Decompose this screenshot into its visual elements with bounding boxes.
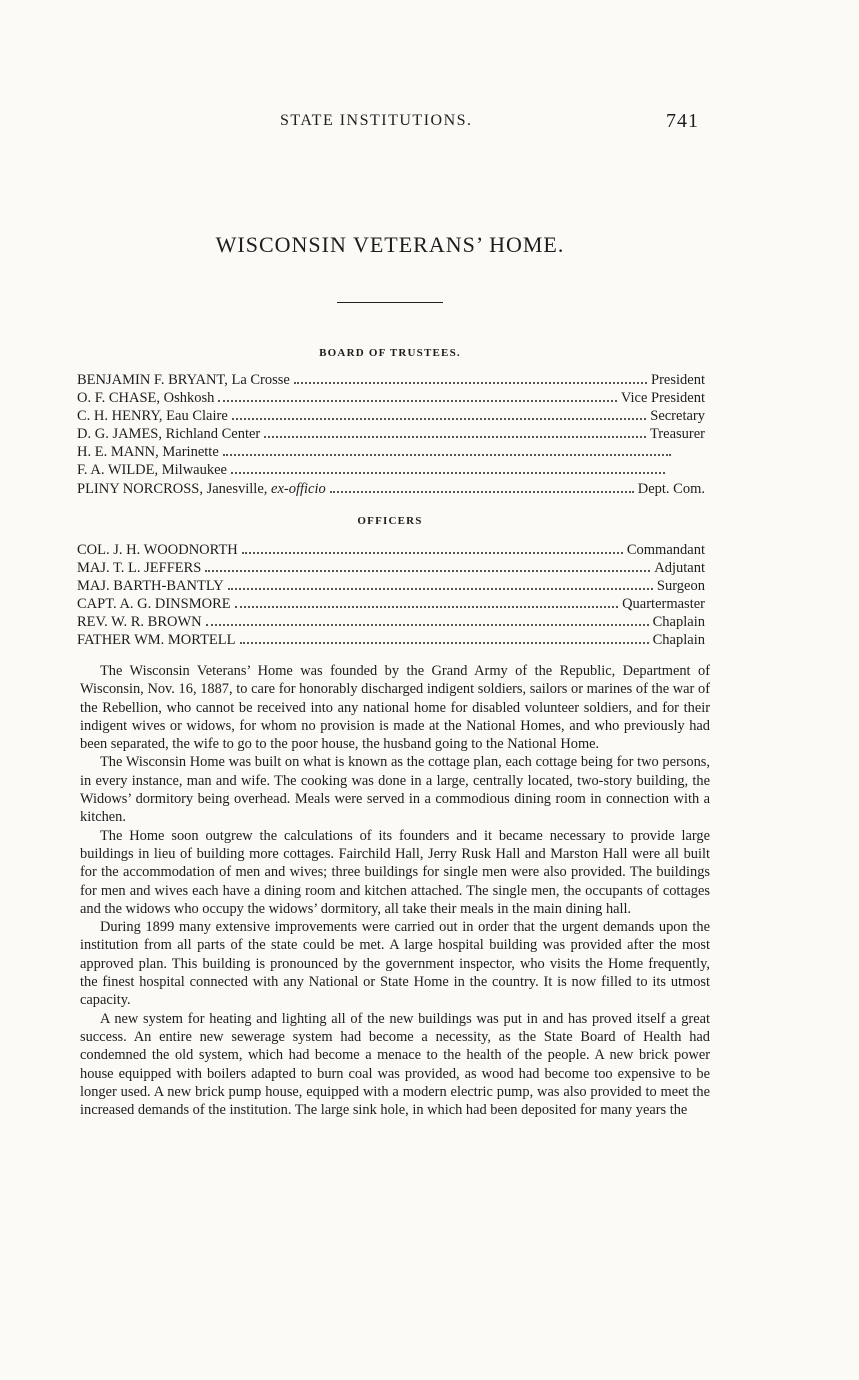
trustee-name-text: PLINY NORCROSS, Janesville,: [77, 480, 268, 497]
officer-name: CAPT. A. G. DINSMORE: [77, 596, 231, 613]
trustee-name: BENJAMIN F. BRYANT, La Crosse: [77, 372, 290, 388]
trustee-row: [77, 440, 705, 461]
body-text: [80, 662, 710, 1119]
trustee-title: Vice President: [620, 390, 705, 407]
officer-row: [77, 538, 705, 556]
trustee-name: F. A. WILDE, Milwaukee: [77, 462, 227, 479]
trustee-row: [77, 368, 705, 386]
officer-name: MAJ. BARTH-BANTLY: [77, 578, 224, 595]
officer-title: Adjutant: [654, 560, 705, 577]
page-title: WISCONSIN VETERANS’ HOME.: [215, 232, 565, 257]
dot-leader: [294, 368, 647, 384]
dot-leader: [242, 538, 623, 554]
trustee-name: [77, 480, 330, 498]
officer-row: [77, 556, 705, 577]
dot-leader: [218, 386, 616, 402]
paragraph-heating-system: A new system for heating and lighting all of the new buildings was put in and has proved itself a great success. An entire new sewerage system had become a necessity, as the State Board of Health had condemned the old system, which had become a menace to the health of the people. A new brick power house equipped with boilers adapted to burn coal was provided, as wood had become too expensive to be longer used. A new brick pump house, equipped with a modern electric pump, was also provided to meet the increased demands of the institution. The large sink hole, in which had been deposited for many years the: [80, 1010, 710, 1119]
officer-title: Chaplain: [652, 614, 705, 631]
officer-title: Commandant: [626, 542, 705, 558]
page-number: 741: [666, 110, 699, 132]
trustee-title: President: [651, 372, 705, 388]
officer-name: FATHER WM. MORTELL: [77, 632, 236, 649]
paragraph-cottage-plan: The Wisconsin Home was built on what is known as the cottage plan, each cottage being for two persons, in every instance, man and wife. The cooking was done in a large, centrally located, two-story building, the Widows’ dormitory being overhead. Meals were served in a commodious dining room in connection with a kitchen.: [80, 754, 710, 826]
officer-name: MAJ. T. L. JEFFERS: [77, 560, 202, 577]
title-divider: [337, 302, 443, 303]
dot-leader: [240, 628, 649, 644]
dot-leader: [330, 477, 634, 493]
trustee-title: Treasurer: [649, 426, 705, 443]
dot-leader: [235, 592, 618, 608]
trustee-title: Dept. Com.: [637, 480, 705, 497]
officers-list: [77, 538, 705, 647]
officer-row: [77, 592, 705, 613]
officer-row: [77, 628, 705, 649]
trustees-list: [77, 368, 705, 495]
trustee-name: C. H. HENRY, Eau Claire: [77, 408, 228, 425]
officer-row: [77, 574, 705, 595]
trustees-heading: BOARD OF TRUSTEES.: [319, 347, 461, 359]
running-title: STATE INSTITUTIONS.: [280, 112, 473, 129]
ex-officio-note: ex-officio: [271, 480, 326, 497]
paragraph-expansion: The Home soon outgrew the calculations of its founders and it became necessary to provide large buildings in lieu of building more cottages. Fairchild Hall, Jerry Rusk Hall and Marston Hall were all built for the accommodation of men and wives; three buildings for single men were also provided. The buildings for men and wives each have a dining room and kitchen attached. The single men, the occupants of cottages and the widows who occupy the widows’ dormitory, all take their meals in the main dining hall.: [80, 827, 710, 917]
running-header: [0, 112, 859, 136]
dot-leader: [232, 404, 646, 420]
trustee-title: Secretary: [650, 408, 705, 425]
dot-leader: [264, 422, 646, 438]
officer-title: Surgeon: [656, 578, 705, 595]
trustee-row: [77, 386, 705, 407]
paragraph-improvements: During 1899 many extensive improvements were carried out in order that the urgent demands upon the institution from all parts of the state could be met. A large hospital building was provided after the most approved plan. This building is pronounced by the government inspector, who visits the Home frequently, the finest hospital connected with any National or State Home in the country. It is now filled to its utmost capacity.: [80, 919, 710, 1009]
officer-name: REV. W. R. BROWN: [77, 614, 202, 631]
officers-heading: OFFICERS: [357, 515, 423, 527]
trustee-row: [77, 477, 705, 495]
dot-leader: [228, 574, 653, 590]
trustee-name: H. E. MANN, Marinette: [77, 444, 219, 461]
dot-leader: [206, 610, 649, 626]
dot-leader: [205, 556, 650, 572]
trustee-name: D. G. JAMES, Richland Center: [77, 426, 261, 443]
dot-leader: [231, 458, 665, 474]
paragraph-founding: The Wisconsin Veterans’ Home was founded by the Grand Army of the Republic, Department of Wisconsin, Nov. 16, 1887, to care for honorably discharged indigent soldiers, sailors or marines of the war of the Rebellion, who cannot be received into any national home for disabled volunteer soldiers, and for their indigent wives or widows, for whom no provision is made at the National Homes, and who previously had been separated, the wife to go to the poor house, the husband going to the National Home.: [80, 663, 710, 753]
trustee-name: O. F. CHASE, Oshkosh: [77, 390, 215, 407]
officer-name: COL. J. H. WOODNORTH: [77, 542, 238, 558]
trustee-row: [77, 458, 705, 479]
trustee-row: [77, 422, 705, 443]
officer-title: Chaplain: [652, 632, 705, 649]
officer-title: Quartermaster: [622, 596, 705, 613]
dot-leader: [223, 440, 671, 456]
officer-row: [77, 610, 705, 631]
trustee-row: [77, 404, 705, 425]
